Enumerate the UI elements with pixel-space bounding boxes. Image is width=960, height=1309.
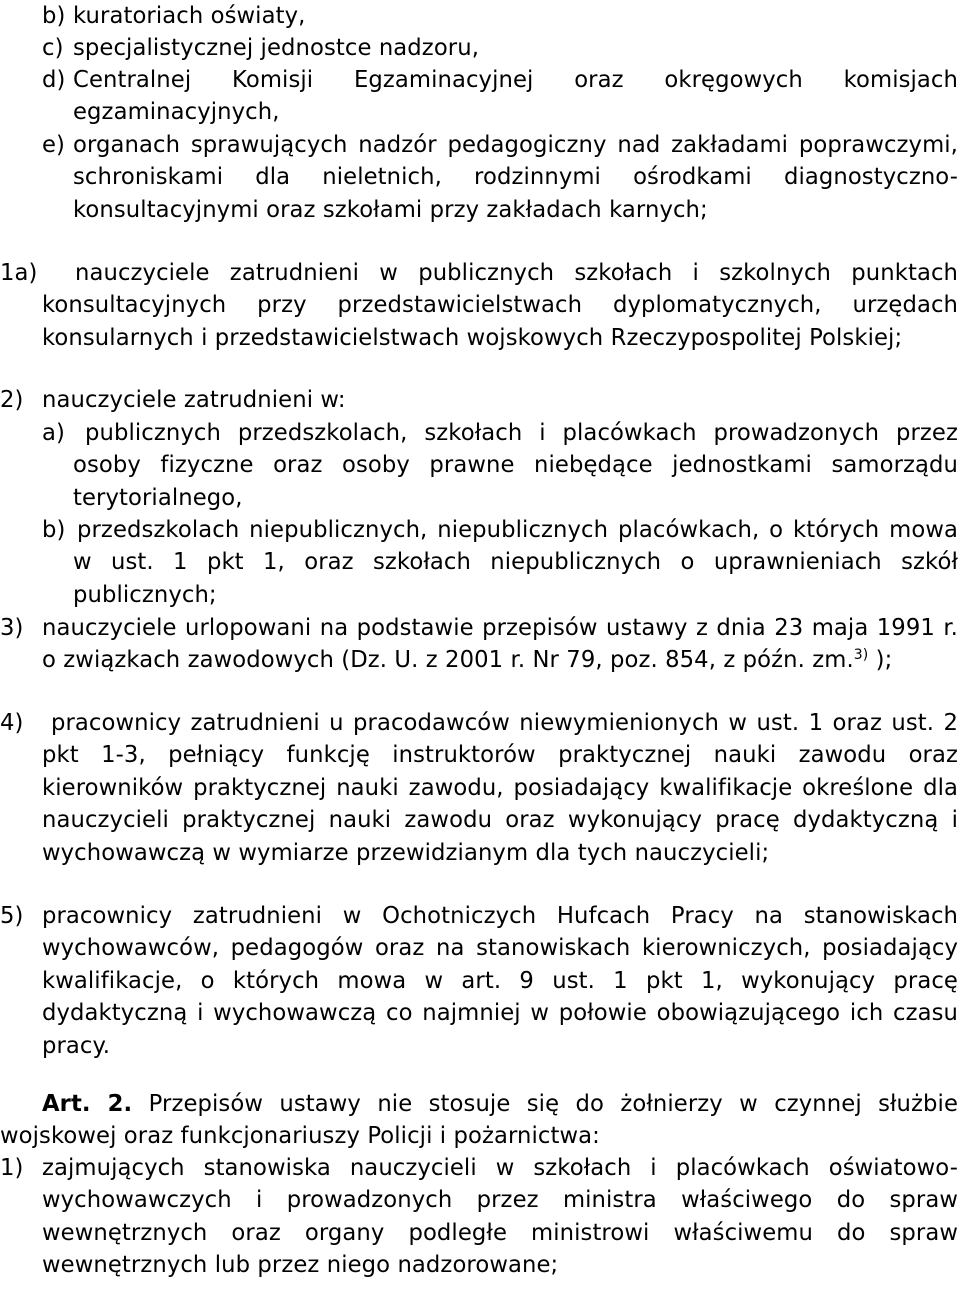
item-label: c) (42, 35, 64, 61)
item-label: 5) (0, 903, 24, 929)
item-text: nauczyciele zatrudnieni w: (42, 387, 346, 413)
item-text-end: ); (868, 647, 893, 674)
list-item (0, 1152, 958, 1282)
article-heading: Art. 2. (42, 1091, 133, 1117)
list-item (0, 64, 958, 129)
item-text: specjalistycznej jednostce nadzoru, (73, 35, 480, 61)
list-item (0, 32, 958, 64)
item-label: 4) (0, 710, 24, 736)
article-body (0, 1088, 958, 1153)
list-item (0, 0, 958, 32)
item-text-main: nauczyciele urlopowani na podstawie przepisów ustawy z dnia 23 maja 1991 r. o związkach zawodowych (Dz. U. z 2001 r. Nr 79, poz. 854, z późn. zm. (42, 615, 958, 674)
item-text: publicznych przedszkolach, szkołach i placówkach prowadzonych przez osoby fizyczne oraz osoby prawne niebędące jednostkami samorządu terytorialnego, (73, 420, 958, 511)
article-text: Przepisów ustawy nie stosuje się do żołnierzy w czynnej służbie wojskowej oraz funkcjonariuszy Policji i pożarnictwa: (0, 1091, 959, 1150)
item-label: e) (42, 132, 66, 158)
article-text (132, 1091, 148, 1117)
item-text: zajmujących stanowiska nauczycieli w szkołach i placówkach oświatowo-wychowawczych i prowadzonych przez ministra właściwego do spraw wewnętrznych oraz organy podległe ministrowi właściwemu do spraw wewnętrznych lub przez niego nadzorowane; (42, 1155, 958, 1279)
item-text: nauczyciele zatrudnieni w publicznych szkołach i szkolnych punktach konsultacyjnych przy przedstawicielstwach dyplomatycznych, urzędach konsularnych i przedstawicielstwach wojskowych Rzeczypospolitej Polskiej; (42, 260, 958, 351)
article-paragraph (0, 1088, 958, 1153)
item-label: b) (42, 517, 66, 543)
footnote-ref[interactable]: 3) (853, 647, 869, 664)
list-item (0, 514, 958, 611)
item-label: 2) (0, 387, 24, 413)
item-label: b) (42, 3, 66, 29)
item-text: przedszkolach niepublicznych, niepublicznych placówkach, o których mowa w ust. 1 pkt 1, oraz szkołach niepublicznych o uprawnieniach szkół publicznych; (73, 517, 958, 608)
item-label: 3) (0, 615, 24, 641)
item-text (42, 612, 958, 677)
item-text: organach sprawujących nadzór pedagogiczny nad zakładami poprawczymi, schroniskami dla nieletnich, rodzinnymi ośrodkami diagnostyczno-konsultacyjnymi oraz szkołami przy zakładach karnych; (73, 132, 958, 223)
list-item (0, 384, 958, 416)
list-item (0, 707, 958, 869)
item-label: 1a) (0, 260, 38, 286)
item-text: pracownicy zatrudnieni w Ochotniczych Hufcach Pracy na stanowiskach wychowawców, pedagogów oraz na stanowiskach kierowniczych, posiadający kwalifikacje, o których mowa w art. 9 ust. 1 pkt 1, wykonujący pracę dydaktyczną i wychowawczą co najmniej w połowie obowiązującego ich czasu pracy. (42, 903, 958, 1059)
list-item (0, 129, 958, 226)
list-item (0, 417, 958, 514)
item-label: a) (42, 420, 65, 446)
list-item (0, 900, 958, 1062)
list-item (0, 612, 958, 677)
item-label: 1) (0, 1155, 24, 1181)
item-label: d) (42, 67, 66, 93)
list-item (0, 257, 958, 354)
item-text: kuratoriach oświaty, (73, 3, 306, 29)
item-text: pracownicy zatrudnieni u pracodawców niewymienionych w ust. 1 oraz ust. 2 pkt 1-3, pełniący funkcję instruktorów praktycznej nauki zawodu oraz kierowników praktycznej nauki zawodu, posiadający kwalifikacje określone dla nauczycieli praktycznej nauki zawodu oraz wykonujący pracę dydaktyczną i wychowawczą w wymiarze przewidzianym dla tych nauczycieli; (42, 710, 958, 866)
item-text: Centralnej Komisji Egzaminacyjnej oraz okręgowych komisjach egzaminacyjnych, (73, 67, 958, 126)
